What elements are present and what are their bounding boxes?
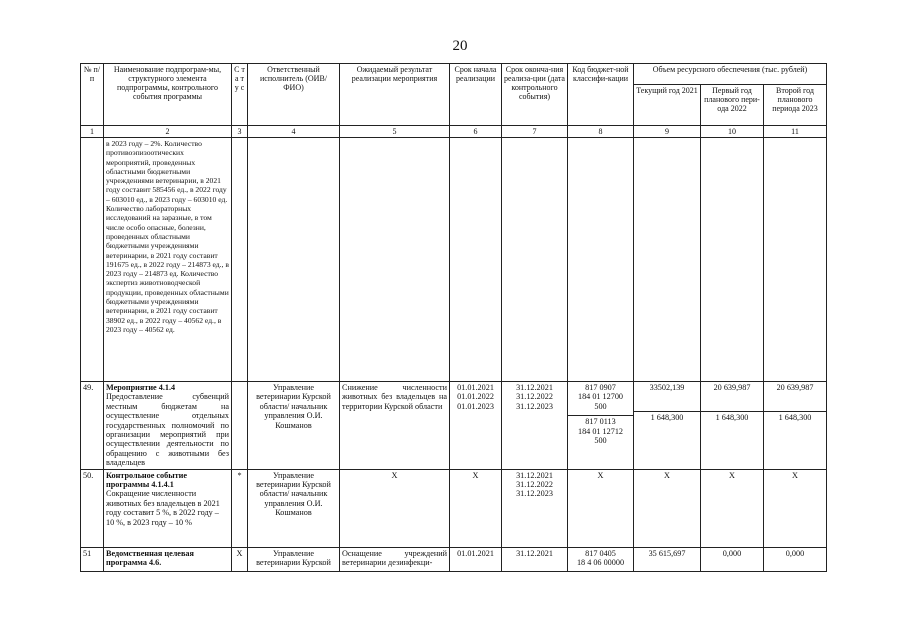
row51-num: 51	[81, 547, 104, 571]
header-num: № п/п	[81, 64, 104, 126]
row51-code-1: 817 0405	[585, 548, 616, 558]
row49-end-3: 31.12.2023	[516, 401, 553, 411]
row49-executor: Управление ветеринарии Курской области/ начальник управления О.И. Кошманов	[248, 382, 340, 470]
row51-title: Ведомственная целевая программа 4.6.	[104, 547, 232, 571]
row50-end-2: 31.12.2022	[516, 480, 553, 490]
row51-executor: Управление ветеринарии Курской	[248, 547, 340, 571]
row51-code-2: 18 4 06 00000	[576, 558, 625, 568]
row50-2023: Х	[764, 469, 827, 547]
row49-end-1: 31.12.2021	[516, 383, 553, 392]
row51-start: 01.01.2021	[450, 547, 502, 571]
row49-2022-b: 1 648,300	[715, 413, 749, 423]
header-result: Ожидаемый результат реализации мероприятия	[340, 64, 450, 126]
program-table	[80, 63, 827, 572]
row49-desc: Предоставление субвенций местным бюджетам на осуществление отдельных государственных полномочий по организации мероприятий при осуществлении деятельности по обращению с животными без владельцев	[106, 392, 229, 468]
row51-2021: 35 615,697	[634, 547, 701, 571]
row50-2021: Х	[634, 469, 701, 547]
row49-code1-3: 500	[594, 401, 607, 411]
header-executor: Ответственный исполнитель (ОИВ/ФИО)	[248, 64, 340, 126]
row50-num: 50.	[81, 469, 104, 547]
header-budget-code: Код бюджет-ной классифи-кации	[568, 64, 634, 126]
row49-start-2: 01.01.2022	[457, 392, 494, 402]
colnum-5: 5	[340, 126, 450, 138]
row50-end-3: 31.12.2023	[516, 489, 553, 499]
row50-desc: Сокращение численности животных без владельцев в 2021 году составит 5 %, в 2022 году – 10 %, в 2023 году – 10 %	[106, 489, 220, 527]
header-start: Срок начала реализации	[450, 64, 502, 126]
row50-result: Х	[340, 469, 450, 547]
row49-2022-a: 20 639,987	[713, 383, 751, 392]
colnum-8: 8	[568, 126, 634, 138]
row49-result: Снижение численности животных без владельцев на территории Курской области	[340, 382, 450, 470]
row50-start: Х	[450, 469, 502, 547]
row49-start-1: 01.01.2021	[457, 383, 494, 392]
row49-code2-2: 184 01 12712	[577, 426, 624, 436]
row50-code: Х	[568, 469, 634, 547]
header-name: Наименование подпрограм-мы, структурного элемента подпрограммы, контрольного события программы	[104, 64, 232, 126]
row49-title: Мероприятие 4.1.4	[106, 383, 176, 392]
row49-num: 49.	[81, 382, 104, 470]
header-row	[81, 64, 827, 85]
header-year-2021: Текущий год 2021	[634, 85, 701, 126]
row49-end-2: 31.12.2022	[516, 392, 553, 402]
row50-2022: Х	[701, 469, 764, 547]
row49-status	[232, 382, 248, 470]
continued-text: в 2023 году – 2%. Количество противоэпизоотических мероприятий, проведенных областными бюджетными учреждениями ветеринарии, в 2021 году составит 585456 ед., в 2022 году – 603010 ед., в 2023 году – 603010 ед. Количество лабораторных исследований на заразные, в том числе особо опасные, болезни, проведенных областными бюджетными учреждениями ветеринарии, в 2021 году составит 191675 ед., в 2022 году – 214873 ед., в 2023 году – 214873 ед. Количество экспертиз животноводческой продукции, проведенных областными бюджетными учреждениями ветеринарии, в 2021 году составит 38902 ед., в 2022 году – 40562 ед., в 2023 году – 40562 ед.	[104, 138, 232, 382]
row49-start-3: 01.01.2023	[457, 401, 494, 411]
colnum-9: 9	[634, 126, 701, 138]
row51-end: 31.12.2021	[502, 547, 568, 571]
header-status: С т а т у с	[232, 64, 248, 126]
colnum-6: 6	[450, 126, 502, 138]
colnum-11: 11	[764, 126, 827, 138]
page-number: 20	[452, 38, 468, 54]
row49-2023-a: 20 639,987	[776, 383, 814, 392]
row49-code2-3: 500	[594, 436, 607, 446]
table-row-49	[81, 382, 827, 470]
table-row-continued	[81, 138, 827, 382]
colnum-4: 4	[248, 126, 340, 138]
colnum-1: 1	[81, 126, 104, 138]
colnum-3: 3	[232, 126, 248, 138]
row51-2023: 0,000	[764, 547, 827, 571]
row49-code1-1: 817 0907	[585, 383, 616, 392]
row49-2021-a: 33502,139	[649, 383, 685, 392]
header-funding: Объем ресурсного обеспечения (тыс. рублей)	[634, 64, 827, 85]
row51-result: Оснащение учреждений ветеринарии дезинфекци-	[340, 547, 450, 571]
table-row-51	[81, 547, 827, 571]
header-year-2023: Второй год планового периода 2023	[764, 85, 827, 126]
row49-2021-b: 1 648,300	[650, 413, 684, 423]
colnum-7: 7	[502, 126, 568, 138]
row50-status: *	[232, 469, 248, 547]
column-number-row	[81, 126, 827, 138]
row50-title: Контрольное событие программы 4.1.4.1	[106, 470, 188, 490]
header-year-2022: Первый год планового пери-ода 2022	[701, 85, 764, 126]
colnum-10: 10	[701, 126, 764, 138]
row51-2022: 0,000	[701, 547, 764, 571]
row50-end-1: 31.12.2021	[516, 470, 553, 480]
row51-status: Х	[232, 547, 248, 571]
header-end: Срок оконча-ния реализа-ции (дата контрольного события)	[502, 64, 568, 126]
colnum-2: 2	[104, 126, 232, 138]
row50-executor: Управление ветеринарии Курской области/ начальник управления О.И. Кошманов	[248, 469, 340, 547]
row49-code2-1: 817 0113	[585, 417, 616, 427]
row49-2023-b: 1 648,300	[778, 413, 812, 423]
table-row-50	[81, 469, 827, 547]
row49-code1-2: 184 01 12700	[577, 392, 624, 402]
